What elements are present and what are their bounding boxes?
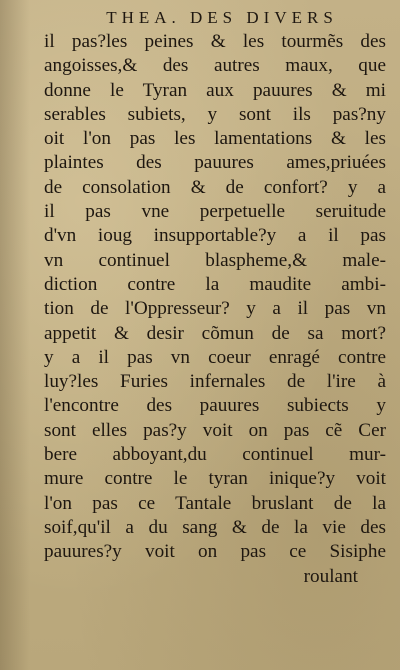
text-line: oit l'on pas les lamentations & les [44, 128, 386, 150]
text-line: angoisses,& des autres maux, que [44, 55, 386, 77]
text-line: il pas?les peines & les tourmẽs des [44, 31, 386, 52]
gutter-shadow [0, 0, 30, 670]
text-line: pauures?y voit on pas ce Sisiphe [44, 541, 386, 563]
text-line: tion de l'Oppresseur? y a il pas vn [44, 298, 386, 320]
text-line: il pas vne perpetuelle seruitude [44, 201, 386, 223]
text-line: plaintes des pauures ames,priuées [44, 152, 386, 174]
text-line: bere abboyant,du continuel mur- [44, 444, 386, 466]
text-line: donne le Tyran aux pauures & mi [44, 79, 386, 101]
body-text [44, 30, 386, 589]
text-line: soif,qu'il a du sang & de la vie des [44, 516, 386, 538]
text-line: d'vn ioug insupportable?y a il pas [44, 225, 386, 247]
text-line: sont elles pas?y voit on pas cẽ Cer [44, 419, 386, 441]
text-line: luy?les Furies infernales de l'ire à [44, 371, 386, 393]
text-line: mure contre le tyran inique?y voit [44, 468, 386, 490]
text-line: l'on pas ce Tantale bruslant de la [44, 492, 386, 514]
text-line: serables subiets, y sont ils pas?ny [44, 103, 386, 125]
text-line: vn continuel blaspheme,& male- [44, 249, 386, 271]
text-line: l'encontre des pauures subiects y [44, 395, 386, 417]
text-line: y a il pas vn coeur enragé contre [44, 346, 386, 368]
running-head: THEA. DES DIVERS [106, 8, 338, 27]
text-line: appetit & desir cõmun de sa mort? [44, 322, 386, 344]
text-line: diction contre la maudite ambi- [44, 273, 386, 295]
text-line: de consolation & de confort? y a [44, 176, 386, 198]
catchword: roulant [303, 565, 358, 587]
